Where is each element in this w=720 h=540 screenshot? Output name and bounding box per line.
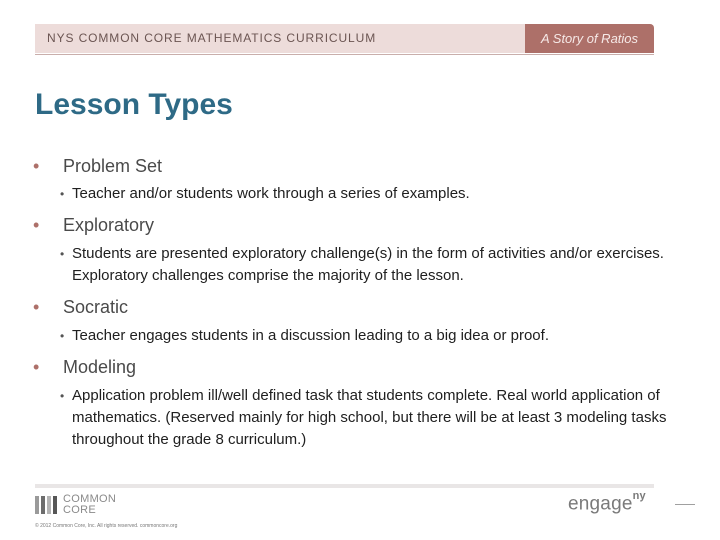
bullet-dot-icon: • bbox=[33, 156, 40, 176]
copyright-text: © 2012 Common Core, Inc. All rights reserved. commoncore.org bbox=[35, 523, 178, 529]
bullet-label: Modeling bbox=[63, 357, 137, 377]
bullet-item bbox=[33, 213, 683, 237]
slide-title: Lesson Types bbox=[35, 88, 233, 121]
common-core-wordmark bbox=[63, 494, 116, 516]
common-core-bars-icon bbox=[35, 496, 57, 514]
sub-bullet bbox=[33, 325, 683, 347]
bullet-dot-icon: • bbox=[33, 297, 40, 317]
engageny-logo bbox=[568, 490, 646, 515]
sub-bullet-dot-icon: • bbox=[60, 389, 65, 403]
footer-accent-line bbox=[675, 504, 695, 505]
bullet-item bbox=[33, 295, 683, 319]
sub-bullet bbox=[33, 183, 683, 205]
module-label: A Story of Ratios bbox=[540, 31, 639, 46]
logo-line-1: COMMON bbox=[63, 493, 117, 505]
common-core-logo bbox=[35, 494, 127, 518]
sub-bullet-text: Teacher and/or students work through a series of examples. bbox=[72, 185, 470, 202]
sub-bullet-text: Application problem ill/well defined task that students complete. Real world application of mathematics. (Reserved mainly for high school, but there will be at least 3 modeling tasks throughout the grade 8 curriculum.) bbox=[72, 387, 667, 448]
sub-bullet bbox=[33, 385, 683, 451]
bullet-item bbox=[33, 154, 683, 178]
sub-bullet-text: Students are presented exploratory challenge(s) in the form of activities and/or exercises. Exploratory challenges comprise the majority of the lesson. bbox=[72, 245, 664, 284]
header-bar bbox=[35, 24, 654, 53]
engage-wordmark: engage bbox=[568, 493, 633, 515]
header-divider bbox=[35, 54, 654, 55]
logo-line-2: CORE bbox=[63, 504, 96, 516]
curriculum-label: NYS COMMON CORE MATHEMATICS CURRICULUM bbox=[47, 31, 377, 45]
bullet-label: Exploratory bbox=[63, 215, 155, 235]
footer-divider bbox=[35, 484, 654, 488]
bullet-item bbox=[33, 355, 683, 379]
module-tab bbox=[525, 24, 654, 53]
sub-bullet bbox=[33, 243, 683, 287]
bullet-list bbox=[33, 154, 683, 451]
ny-superscript: ny bbox=[632, 490, 646, 502]
bullet-dot-icon: • bbox=[33, 357, 40, 377]
sub-bullet-dot-icon: • bbox=[60, 329, 65, 343]
sub-bullet-text: Teacher engages students in a discussion leading to a big idea or proof. bbox=[72, 327, 549, 344]
bullet-label: Socratic bbox=[63, 297, 129, 317]
sub-bullet-dot-icon: • bbox=[60, 187, 65, 201]
sub-bullet-dot-icon: • bbox=[60, 247, 65, 261]
bullet-label: Problem Set bbox=[63, 156, 163, 176]
bullet-dot-icon: • bbox=[33, 215, 40, 235]
